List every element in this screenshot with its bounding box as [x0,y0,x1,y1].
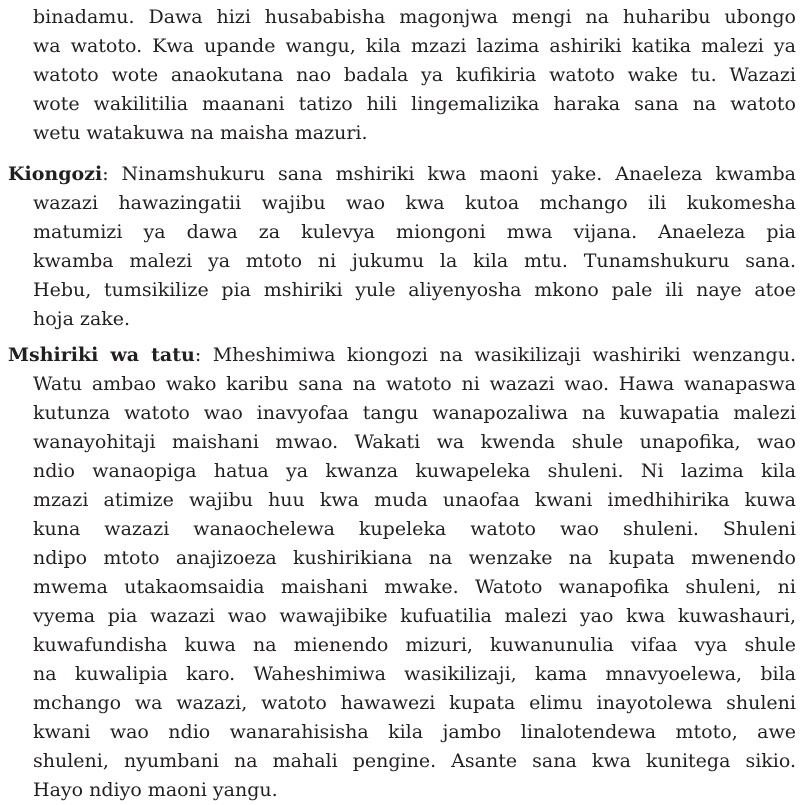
text-line: kwani wao ndio wanarahisisha kila jambo linalotendewa mtoto, awe [33,721,796,743]
speaker-name: Mshiriki wa tatu [8,344,195,366]
text-line: ndipo mtoto anajizoeza kushirikiana na wenzake na kupata mwenendo [33,547,796,569]
text-line: wote wakilitilia maanani tatizo hili lingemalizika haraka sana na watoto [33,93,796,115]
speaker-line [0,160,802,189]
text-line: ndio wanaopiga hatua ya kwanza kuwapeleka shuleni. Ni lazima kila [33,460,796,482]
text-line: mzazi atimize wajibu huu kwa muda unaofaa kwani imedhihirika kuwa [33,489,796,511]
text-line: binadamu. Dawa hizi husababisha magonjwa mengi na huharibu ubongo [33,6,796,28]
speaker-line [0,341,802,370]
text-line: mchango wa wazazi, watoto hawawezi kupata elimu inayotolewa shuleni [33,692,796,714]
paragraph-continuation [0,3,802,148]
text-line: kuna wazazi wanaochelewa kupeleka watoto wao shuleni. Shuleni [33,518,796,540]
text-line: wa watoto. Kwa upande wangu, kila mzazi lazima ashiriki katika malezi ya [33,35,796,57]
speaker-line-text: : Mheshimiwa kiongozi na wasikilizaji washiriki wenzangu. [194,344,796,366]
text-line: kutunza watoto wao inavyofaa tangu wanapozaliwa na kuwapatia malezi [33,402,796,424]
text-line: Watu ambao wako karibu sana na watoto ni wazazi wao. Hawa wanapaswa [33,373,796,395]
text-line: wazazi hawazingatii wajibu wao kwa kutoa mchango ili kukomesha [33,192,796,214]
paragraph-kiongozi [0,160,802,334]
text-line: kuwafundisha kuwa na mienendo mizuri, kuwanunulia vifaa vya shule [33,634,796,656]
text-line: mwema utakaomsaidia maishani mwake. Watoto wanapofika shuleni, ni [33,576,796,598]
text-line: kwamba malezi ya mtoto ni jukumu la kila mtu. Tunamshukuru sana. [33,250,796,272]
text-line: na kuwalipia karo. Waheshimiwa wasikilizaji, kama mnavyoelewa, bila [33,663,796,685]
text-line: watoto wote anaokutana nao badala ya kufikiria watoto wake tu. Wazazi [33,64,796,86]
text-line: vyema pia wazazi wao wawajibike kufuatilia malezi yao kwa kuwashauri, [33,605,796,627]
speaker-line-text: : Ninamshukuru sana mshiriki kwa maoni yake. Anaeleza kwamba [102,163,796,185]
text-line: matumizi ya dawa za kulevya miongoni mwa vijana. Anaeleza pia [33,221,796,243]
text-line: Hebu, tumsikilize pia mshiriki yule aliyenyosha mkono pale ili naye atoe [33,279,796,301]
text-line: wanayohitaji maishani mwao. Wakati wa kwenda shule unapofika, wao [33,431,796,453]
text-line: wetu watakuwa na maisha mazuri. [33,122,368,144]
paragraph-mshiriki-wa-tatu [0,341,802,805]
text-line: Hayo ndiyo maoni yangu. [33,779,278,801]
text-line: shuleni, nyumbani na mahali pengine. Asante sana kwa kunitega sikio. [33,750,796,772]
text-line: hoja zake. [33,308,131,330]
speaker-name: Kiongozi [8,163,103,185]
